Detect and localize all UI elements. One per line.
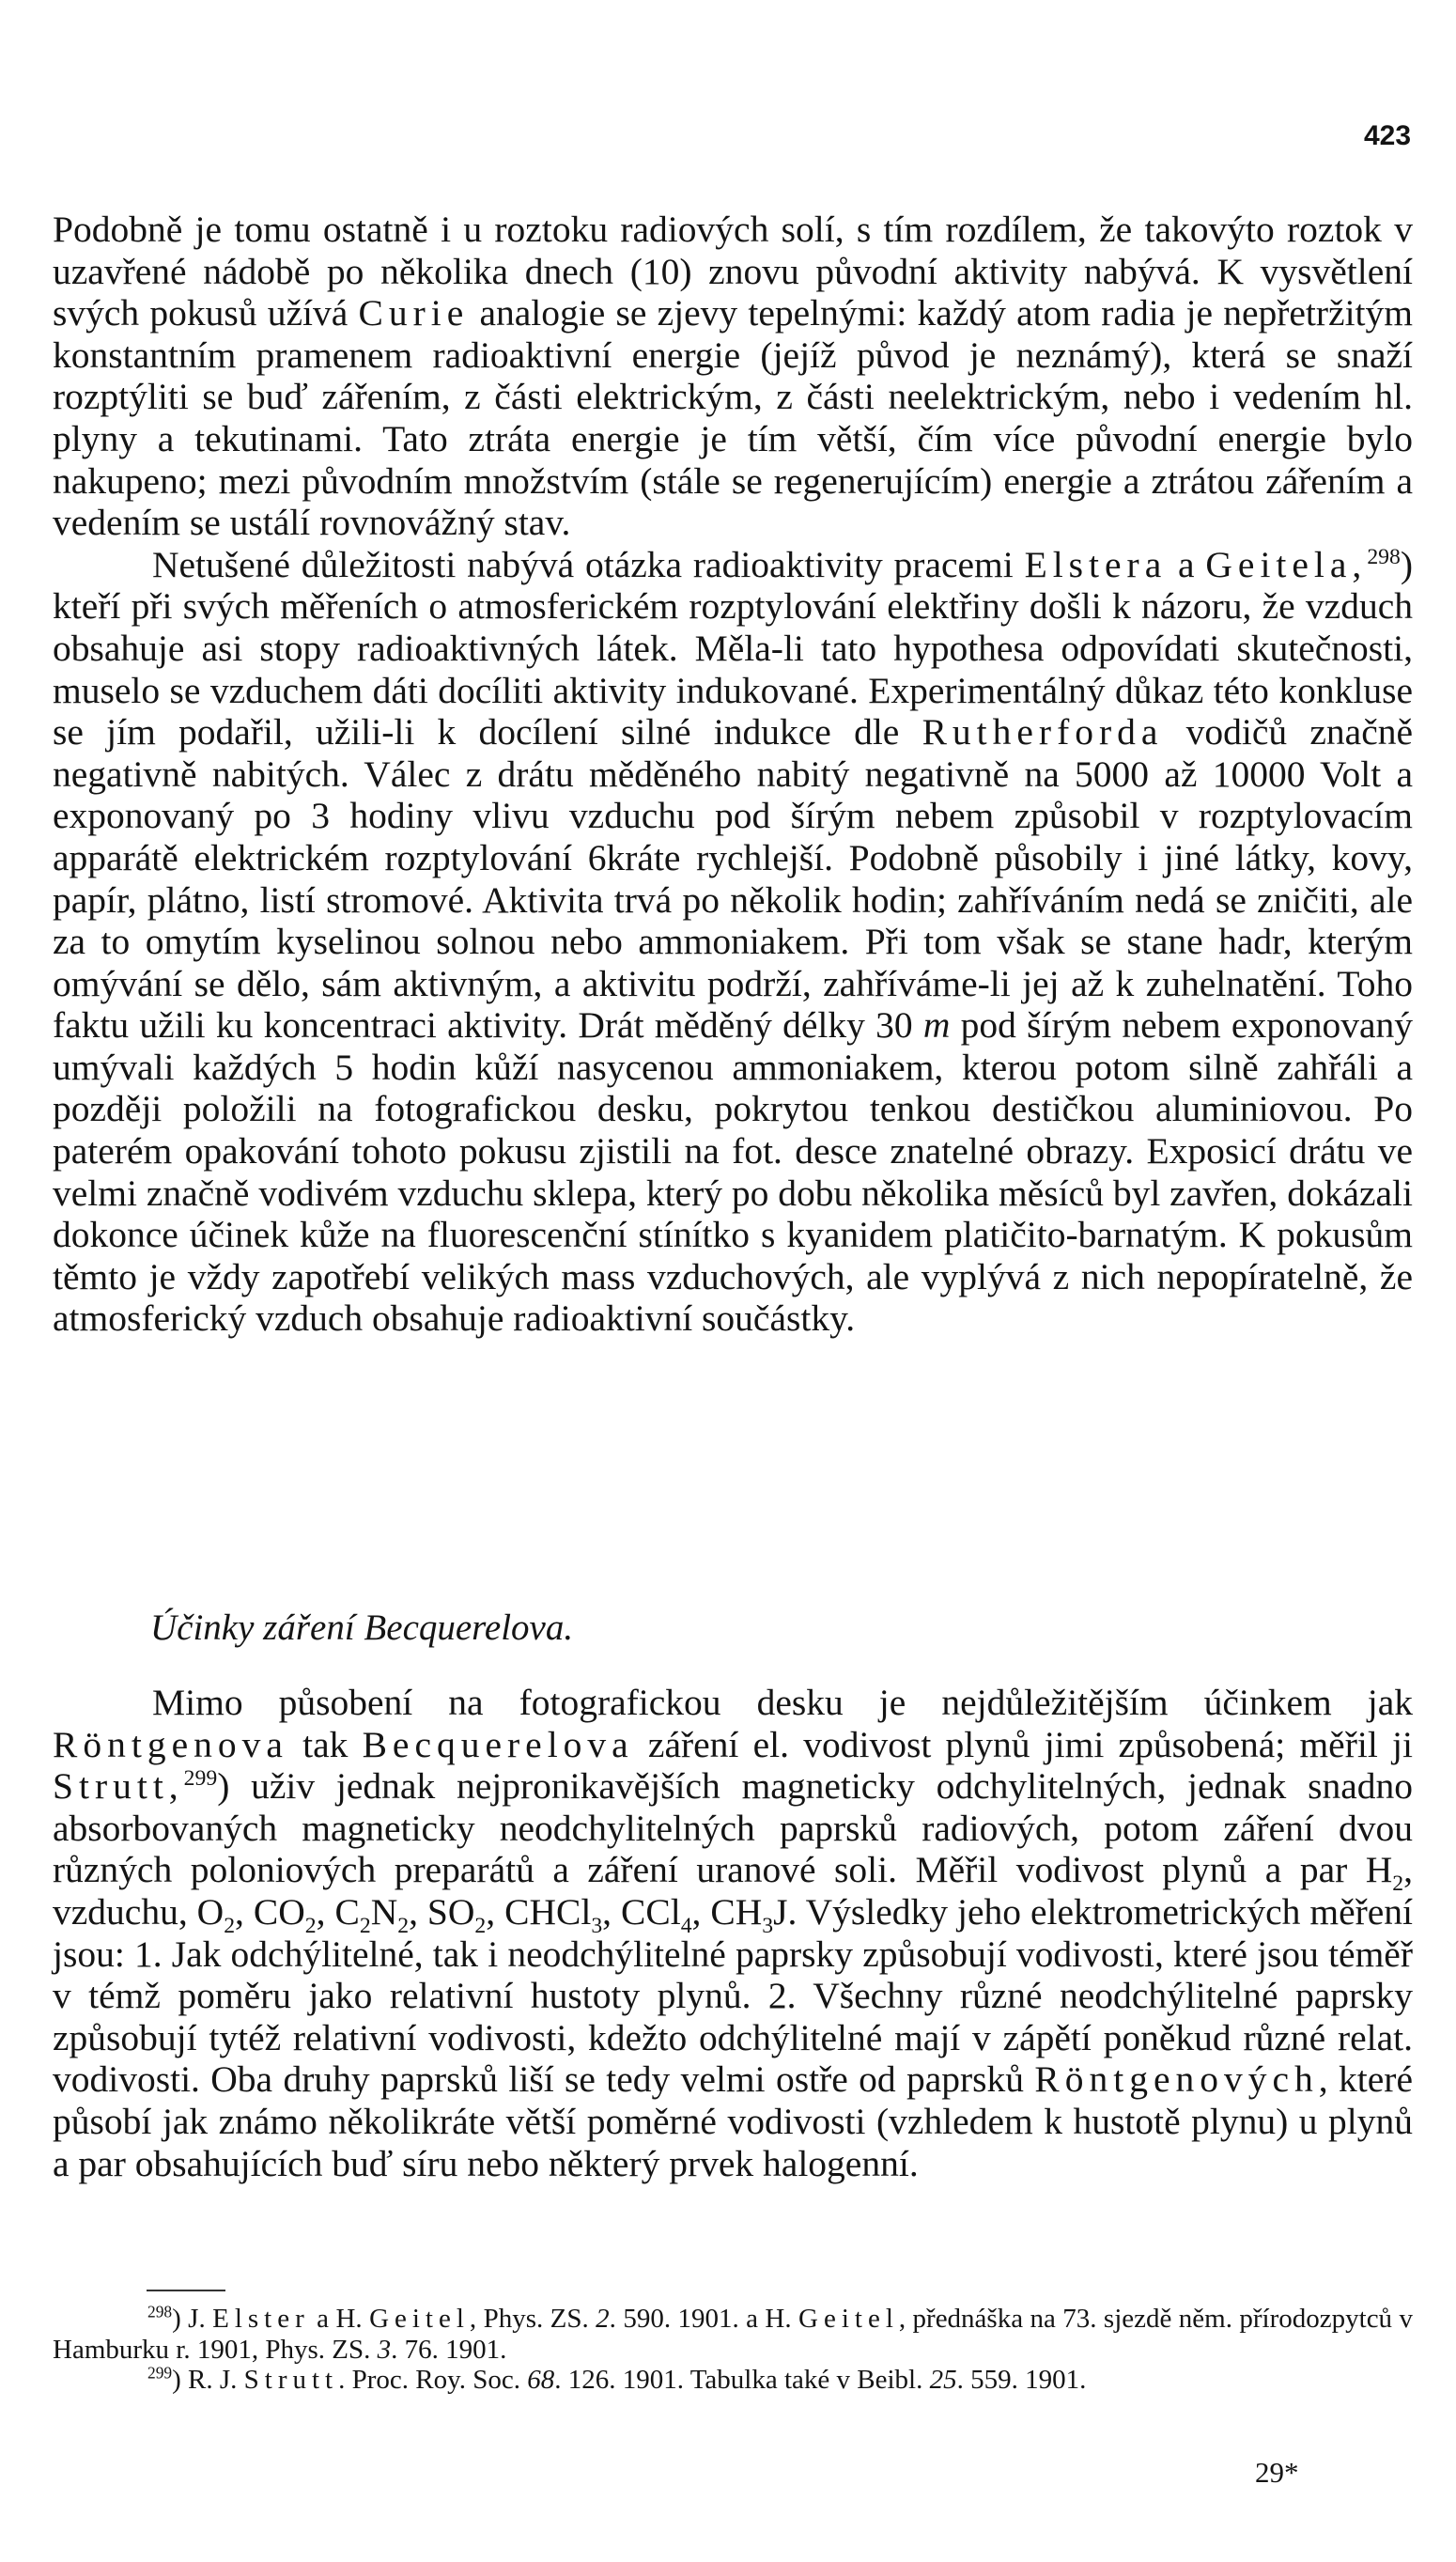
text-run: N — [370, 1890, 398, 1933]
text-run: , vzduchu, O — [53, 1849, 1413, 1933]
spaced-name: Geitel — [369, 2304, 470, 2334]
paragraph — [53, 209, 1413, 544]
spaced-name: Geitel — [798, 2304, 899, 2334]
spaced-name: Strutt — [243, 2365, 339, 2395]
page-number: 423 — [1364, 120, 1412, 151]
text-run: , C — [316, 1890, 360, 1933]
text-run: a — [1167, 543, 1206, 585]
reference-marker: 298 — [1367, 544, 1401, 569]
text-run: vodičů značně negativně nabitých. Válec z drátu měděného nabitý negativně na 5000 až 10000 Volt a exponovaný po 3 hodiny vlivu vzduchu pod šírým nebem způsobil v rozptylovacím apparátě elektrickém rozptylování 6kráte rychlejší. Podobně působily i jiné látky, kovy, papír, plátno, listí stromové. Aktivita trvá po několik hodin; zahříváním nedá se zničiti, ale za to omytím kyselinou solnou nebo ammoniakem. Při tom však se stane hadr, kterým omývání se dělo, sám aktivným, a aktivitu podrží, zahříváme-li jej až k zuhelnatění. Toho faktu užili ku koncentraci aktivity. Drát měděný délky 30 — [53, 711, 1414, 1047]
paragraph — [53, 1682, 1413, 2184]
spaced-name: Geitela, — [1205, 543, 1368, 585]
spaced-name: Elster — [212, 2304, 310, 2334]
text-run: ) R. J. — [172, 2365, 244, 2395]
footnote — [53, 2304, 1413, 2365]
reference-marker: 299 — [183, 1766, 218, 1792]
text-run: , CH — [691, 1890, 763, 1933]
text-run: analogie se zjevy tepelnými: každý atom radia je nepřetržitým konstantním pramenem radioaktivní energie (jejíž původ je neznámý), která se snaží rozptýliti se buď zářením, z části elektrickým, z části neelektrickým, nebo i vedením hl. plyny a tekutinami. Tato ztráta energie je tím větší, čím více původní energie bylo nakupeno; mezi původním množstvím (stále se regenerujícím) energie a ztrátou zářením a vedením se ustálí rovnovážný stav. — [53, 292, 1413, 544]
subscript: 2 — [474, 1913, 487, 1938]
footnotes — [53, 2304, 1413, 2396]
subscript: 4 — [680, 1913, 692, 1938]
text-run: Mimo působení na fotografickou desku je nejdůležitějším účinkem jak — [152, 1682, 1413, 1723]
text-run: a H. — [309, 2304, 370, 2334]
spaced-name: Elstera — [1024, 543, 1168, 585]
text-run: pod šírým nebem exponovaný umývali každých 5 hodin kůží nasycenou ammoniakem, kterou potom silně zahřáli a později položili na fotografickou desku, pokrytou tenkou destičkou aluminiovou. Po paterém opakování tohoto pokusu zjistili na fot. desce znatelné obrazy. Exposicí drátu ve velmi značně vodivém vzduchu sklepa, který po dobu několika měsíců byl zavřen, dokázali dokonce účinek kůže na fluorescenční stínítko s kyanidem platičito-barnatým. K pokusům těmto je vždy zapotřebí velikých mass vzduchových, ale vyplývá z nich nepopíratelně, že atmosferický vzduch obsahuje radioaktivní součástky. — [53, 1004, 1413, 1340]
body-text — [53, 209, 1413, 1340]
subscript: 2 — [224, 1913, 236, 1938]
spaced-name: Rutherforda — [922, 711, 1164, 753]
subscript: 2 — [304, 1913, 317, 1938]
text-run: , CO — [235, 1890, 305, 1933]
text-run: . 76. 1901. — [391, 2334, 507, 2365]
spaced-name: Röntgenova — [53, 1723, 288, 1765]
subscript: 2 — [1392, 1871, 1404, 1897]
subscript: 3 — [591, 1913, 603, 1938]
text-run: tak — [287, 1723, 363, 1765]
section-heading: Účinky záření Becquerelova. — [150, 1607, 574, 1648]
reference-marker: 298 — [147, 2302, 173, 2321]
text-run: , přednáška na 73. sjezdě něm. přírodozpytců v Hamburku r. 1901, Phys. ZS. — [53, 2304, 1413, 2365]
text-run: J. Výsledky jeho elektrometrických měření jsou: 1. Jak odchýlitelné, tak i neodchýlitelné paprsky způsobují vodivosti, které jsou téměř v témž poměru jako relativní hustoty plynů. 2. Všechny různé neodchýlitelné paprsky způsobují tytéž relativní vodivosti, kdežto odchýlitelné mají v zápětí poněkud různé relat. vodivosti. Oba druhy paprsků liší se tedy velmi ostře od paprsků — [53, 1890, 1414, 2101]
spaced-name: Becquerelova — [362, 1723, 634, 1765]
text-run: ) kteří při svých měřeních o atmosferickém rozptylování elektřiny došli k názoru, že vzduch obsahuje asi stopy radioaktivných látek. Měla-li tato hypothesa odpovídati skutečnosti, muselo se vzduchem dáti docíliti aktivity indukované. Experimentálný důkaz této konkluse se jím podařil, užili-li k docílení silné indukce dle — [53, 543, 1413, 753]
text-run: . 126. 1901. Tabulka také v Beibl. — [554, 2365, 930, 2395]
italic-text: 2 — [596, 2304, 610, 2334]
text-run: , CHCl — [486, 1890, 592, 1933]
italic-text: m — [922, 1004, 951, 1047]
spaced-name: Röntgenových — [1034, 2058, 1319, 2101]
text-run: , Phys. ZS. — [469, 2304, 596, 2334]
text-run: Podobně je tomu ostatně i u roztoku radiových solí, s tím rozdílem, že takovýto roztok v uzavřené nádobě po několika dnech (10) znovu původní aktivity nabývá. K vysvětlení svých pokusů užívá — [53, 209, 1413, 334]
footnote — [53, 2365, 1413, 2396]
text-run: , CCl — [602, 1890, 681, 1933]
spaced-name: Curie — [358, 292, 470, 334]
text-run: , které působí jak známo několikráte větší poměrné vodivosti (vzhledem k hustotě plynu) u plynů a par obsahujících buď síru nebo některý prvek halogenní. — [53, 2058, 1413, 2184]
text-run: záření el. vodivost plynů jimi způsobená; měřil ji — [633, 1723, 1413, 1765]
reference-marker: 299 — [147, 2363, 173, 2383]
subscript: 2 — [359, 1913, 371, 1938]
italic-text: 25 — [929, 2365, 957, 2395]
paragraph — [53, 544, 1413, 1340]
printer-signature-mark: 29* — [1255, 2456, 1299, 2489]
italic-text: 3 — [377, 2334, 392, 2365]
text-run: . 590. 1901. a H. — [609, 2304, 799, 2334]
text-run: , SO — [409, 1890, 475, 1933]
subscript: 2 — [397, 1913, 410, 1938]
spaced-name: Strutt, — [53, 1765, 184, 1808]
footnote-separator — [147, 2290, 225, 2291]
text-run: ) uživ jednak nejpronikavějších magneticky odchylitelných, jednak snadno absorbovaných magneticky neodchylitelných paprsků radiových, potom záření dvou různých poloniových preparátů a záření uranové soli. Měřil vodivost plynů a par H — [53, 1765, 1413, 1891]
section-body-text — [53, 1682, 1413, 2184]
italic-text: 68 — [527, 2365, 555, 2395]
subscript: 3 — [762, 1913, 774, 1938]
text-run: ) J. — [172, 2304, 213, 2334]
text-run: . Proc. Roy. Soc. — [338, 2365, 528, 2395]
text-run: . 559. 1901. — [956, 2365, 1087, 2395]
text-run: Netušené důležitosti nabývá otázka radioaktivity pracemi — [152, 543, 1025, 585]
